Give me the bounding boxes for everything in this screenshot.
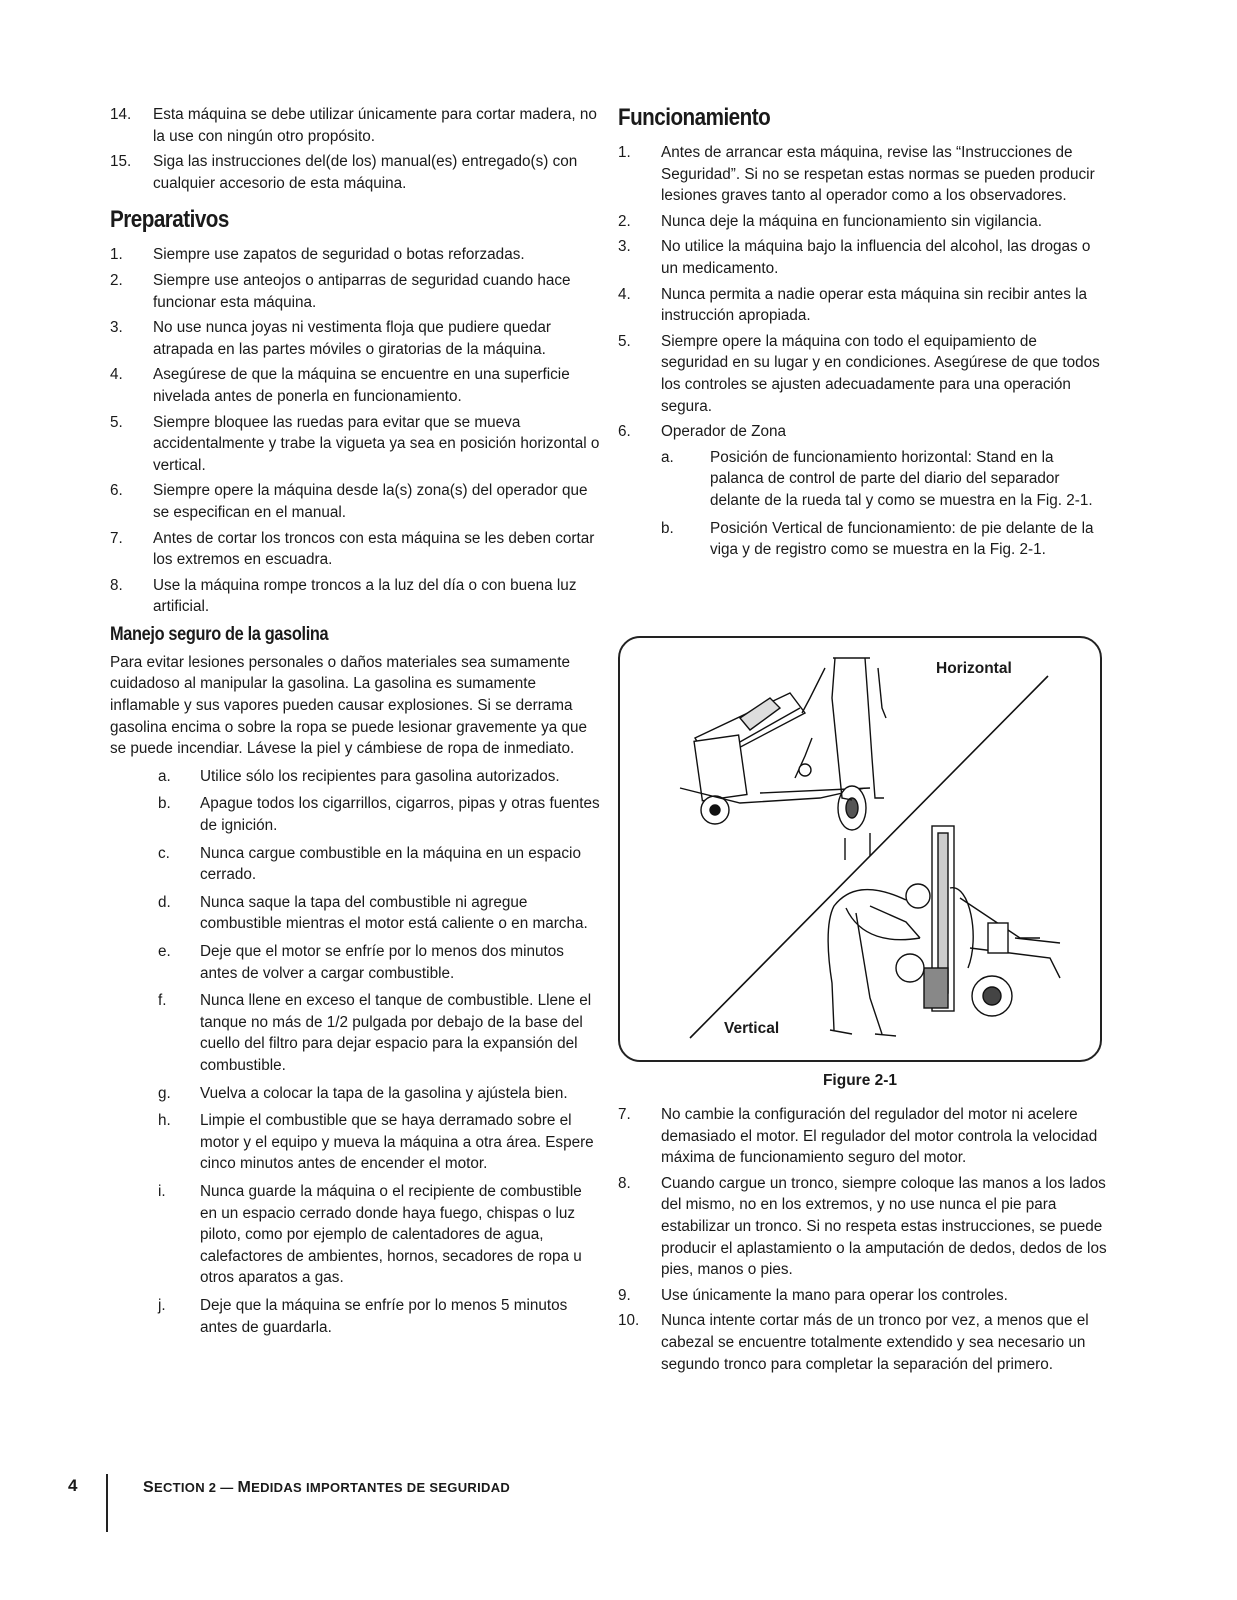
item-letter: a. — [158, 767, 171, 785]
item-text: Cuando cargue un tronco, siempre coloque las manos a los lados del mismo, no en los extremos, y no use nunca el pie para estabilizar un tronco. Si no respeta estas instrucciones, se puede producir el aplastamiento o la amputación de dedos, dedos de los pies, manos o pies. — [661, 1174, 1107, 1279]
list-item — [158, 1083, 600, 1105]
item-text: Nunca deje la máquina en funcionamiento sin vigilancia. — [661, 212, 1042, 230]
item-letter: g. — [158, 1084, 171, 1102]
item-number: 4. — [110, 366, 123, 384]
list-item — [618, 1310, 1108, 1375]
list-item — [158, 1181, 600, 1289]
item-text: Antes de cortar los troncos con esta máquina se les deben cortar los extremos en escuadra. — [153, 529, 595, 569]
item-text: Nunca permita a nadie operar esta máquina sin recibir antes la instrucción apropiada. — [661, 285, 1087, 325]
list-item — [110, 412, 600, 477]
item-number: 8. — [618, 1174, 631, 1192]
item-text: Nunca intente cortar más de un tronco por vez, a menos que el cabezal se encuentre totalmente extendido y sea necesario un segundo tronco para completar la separación del primero. — [661, 1312, 1089, 1373]
list-item — [158, 843, 600, 886]
list-item — [158, 766, 600, 788]
item-number: 4. — [618, 285, 631, 303]
item-letter: f. — [158, 992, 167, 1010]
gasolina-paragraph: Para evitar lesiones personales o daños materiales sea sumamente cuidadoso al manipular la gasolina. La gasolina es sumamente inflamable y sus vapores pueden causar explosiones. Si se derrama gasolina encima o sobre la ropa se puede lesionar gravemente ya que se puede incendiar. Lávese la piel y cámbiese de ropa de inmediato. — [110, 653, 588, 758]
gasolina-list — [110, 766, 600, 1338]
item-text: Posición de funcionamiento horizontal: Stand en la palanca de control de parte del diario del separador delante de la rueda tal y como se muestra en la Fig. 2-1. — [710, 448, 1093, 509]
item-number: 9. — [618, 1286, 631, 1304]
item-text: Deje que la máquina se enfríe por lo menos 5 minutos antes de guardarla. — [200, 1296, 568, 1336]
list-item — [110, 244, 600, 266]
list-item — [158, 990, 600, 1076]
figure-illustration — [620, 638, 1100, 1060]
right-column-bottom — [618, 1104, 1108, 1379]
item-number: 7. — [110, 529, 123, 547]
item-number: 14. — [110, 106, 132, 123]
item-text: Siempre use zapatos de seguridad o botas reforzadas. — [153, 246, 525, 264]
funcionamiento-list — [618, 142, 1108, 561]
item-letter: h. — [158, 1112, 171, 1130]
list-item — [158, 1110, 600, 1175]
list-item — [618, 1173, 1108, 1281]
item-text: Asegúrese de que la máquina se encuentre en una superficie nivelada antes de ponerla en funcionamiento. — [153, 366, 570, 405]
list-item — [618, 142, 1108, 207]
item-number: 2. — [618, 212, 631, 230]
right-column — [618, 104, 1108, 567]
item-text: Nunca llene en exceso el tanque de combustible. Llene el tanque no más de 1/2 pulgada por debajo de la base del cuello del filtro para dejar espacio para la expansión del combustible. — [200, 992, 592, 1074]
item-text: Nunca guarde la máquina o el recipiente de combustible en un espacio cerrado donde haya fuego, chispas o luz piloto, como por ejemplo de calentadores de agua, calefactores de ambientes, hornos, secadores de ropa u otros aparatos a gas. — [200, 1182, 582, 1287]
label-vertical: Vertical — [724, 1020, 780, 1037]
list-item — [618, 1104, 1108, 1169]
section-title-preparativos: Preparativos — [110, 206, 229, 234]
item-number: 6. — [618, 423, 631, 441]
item-text: Use la máquina rompe troncos a la luz del día o con buena luz artificial. — [153, 576, 577, 616]
list-item — [110, 270, 600, 313]
item-text: Vuelva a colocar la tapa de la gasolina y ajústela bien. — [200, 1084, 568, 1102]
list-item — [110, 151, 600, 194]
item-text: Siempre use anteojos o antiparras de seguridad cuando hace funcionar esta máquina. — [153, 271, 571, 311]
list-item — [618, 331, 1108, 417]
page-number: 4 — [68, 1476, 78, 1495]
item-number: 1. — [110, 246, 123, 264]
item-text: Utilice sólo los recipientes para gasolina autorizados. — [200, 767, 560, 785]
footer-section-title — [143, 1479, 510, 1497]
figure-2-1 — [618, 636, 1102, 1062]
footer-title-part-2: EDIDAS IMPORTANTES DE SEGURIDAD — [251, 1480, 511, 1495]
list-item — [110, 364, 600, 407]
item-text: Operador de Zona — [661, 423, 787, 441]
list-item — [110, 480, 600, 523]
item-text: No cambie la configuración del regulador del motor ni acelere demasiado el motor. El regulador del motor controla la velocidad máxima de funcionamiento seguro del motor. — [661, 1106, 1098, 1167]
list-item — [618, 284, 1108, 327]
list-item — [110, 317, 600, 360]
item-letter: a. — [661, 448, 674, 466]
item-text: Use únicamente la mano para operar los controles. — [661, 1286, 1008, 1304]
subsection-title-gasolina: Manejo seguro de la gasolina — [110, 623, 329, 645]
item-text: Nunca saque la tapa del combustible ni agregue combustible mientras el motor está caliente o en marcha. — [200, 893, 588, 933]
list-item — [158, 1295, 600, 1338]
list-item — [661, 447, 1108, 512]
list-item — [661, 518, 1108, 561]
list-item — [618, 211, 1108, 233]
item-number: 5. — [110, 413, 123, 431]
item-number: 15. — [110, 153, 132, 171]
list-item — [158, 941, 600, 984]
item-letter: j. — [158, 1296, 166, 1314]
item-number: 5. — [618, 332, 631, 350]
intro-list — [110, 104, 600, 194]
item-text: Siempre opere la máquina con todo el equipamiento de seguridad en su lugar y en condiciones. Asegúrese de que todos los controles se ajusten adecuadamente para una operación segura. — [661, 332, 1100, 415]
list-item — [618, 236, 1108, 279]
footer-divider — [106, 1474, 108, 1532]
label-horizontal: Horizontal — [936, 660, 1012, 677]
funcionamiento-list-continued — [618, 1104, 1108, 1375]
item-number: 3. — [110, 319, 123, 337]
item-text: Siempre opere la máquina desde la(s) zona(s) del operador que se especifican en el manual. — [153, 482, 588, 521]
preparativos-list — [110, 244, 600, 618]
list-item — [618, 1285, 1108, 1307]
section-title-funcionamiento: Funcionamiento — [618, 104, 771, 131]
footer-title-initial-1: S — [143, 1479, 154, 1496]
list-item — [110, 104, 600, 147]
figure-caption: Figure 2-1 — [822, 1072, 898, 1089]
item-number: 7. — [618, 1106, 631, 1123]
item-text: Siga las instrucciones del(de los) manual(es) entregado(s) con cualquier accesorio de esta máquina. — [153, 153, 578, 192]
left-column — [110, 104, 600, 1344]
item-number: 10. — [618, 1312, 640, 1330]
list-item — [110, 528, 600, 571]
item-letter: i. — [158, 1182, 166, 1200]
item-number: 2. — [110, 271, 123, 289]
item-letter: b. — [661, 519, 674, 537]
item-text: Deje que el motor se enfríe por lo menos dos minutos antes de volver a cargar combustible. — [200, 943, 564, 982]
list-item — [618, 421, 1108, 443]
list-item — [158, 892, 600, 935]
item-text: No utilice la máquina bajo la influencia del alcohol, las drogas o un medicamento. — [661, 238, 1091, 277]
item-text: Posición Vertical de funcionamiento: de pie delante de la viga y de registro como se muestra en la Fig. 2-1. — [710, 519, 1094, 559]
item-text: Nunca cargue combustible en la máquina en un espacio cerrado. — [200, 844, 581, 884]
footer-title-part-1: ECTION 2 — — [153, 1480, 238, 1495]
item-letter: c. — [158, 844, 170, 862]
item-letter: e. — [158, 943, 171, 960]
item-number: 8. — [110, 576, 123, 594]
item-letter: d. — [158, 893, 171, 911]
item-text: Siempre bloquee las ruedas para evitar que se mueva accidentalmente y trabe la vigueta ya sea en posición horizontal o vertical. — [153, 413, 600, 474]
item-number: 1. — [618, 144, 631, 161]
list-item — [158, 793, 600, 836]
item-text: Esta máquina se debe utilizar únicamente para cortar madera, no la use con ningún otro propósito. — [153, 106, 597, 145]
item-text: Limpie el combustible que se haya derramado sobre el motor y el equipo y mueva la máquina a otra área. Espere cinco minutos antes de encender el motor. — [200, 1112, 594, 1173]
item-number: 3. — [618, 238, 631, 256]
footer-title-initial-2: M — [237, 1479, 252, 1496]
item-text: Antes de arrancar esta máquina, revise las “Instrucciones de Seguridad”. Si no se respetan estas normas se pueden producir lesiones graves tanto al operador como a los observadores. — [661, 144, 1095, 205]
item-text: No use nunca joyas ni vestimenta floja que pudiere quedar atrapada en las partes móviles o giratorias de la máquina. — [153, 319, 551, 358]
item-letter: b. — [158, 795, 171, 813]
item-number: 6. — [110, 482, 123, 500]
list-item — [110, 575, 600, 618]
item-text: Apague todos los cigarrillos, cigarros, pipas y otras fuentes de ignición. — [200, 795, 600, 835]
